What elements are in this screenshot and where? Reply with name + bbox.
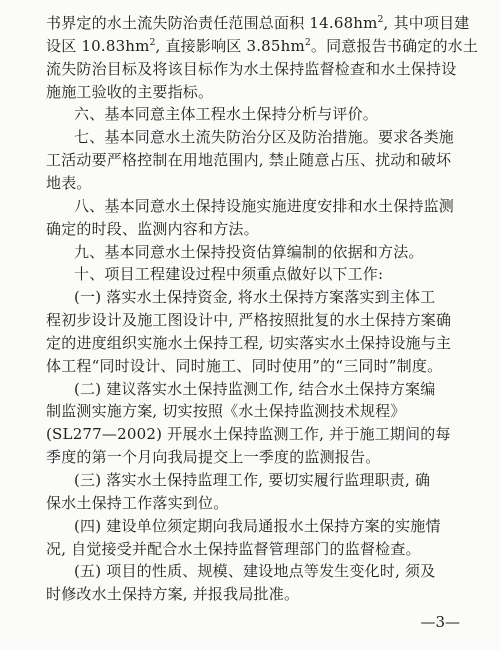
text-line: 七、基本同意水土流失防治分区及防治措施。要求各类施: [74, 128, 455, 147]
text-line: 制监测实施方案, 切实按照《水土保持监测技术规程》: [46, 402, 406, 421]
text-line: 施施工验收的主要指标。: [46, 82, 214, 101]
text-line: 定的进度组织实施水土保持工程, 切实落实水土保持设施与主: [46, 333, 452, 352]
text-line: 保水土保持工作落实到位。: [46, 493, 229, 512]
text-line: 工活动要严格控制在用地范围内, 禁止随意占压、扰动和破坏: [46, 151, 452, 170]
text-line: 六、基本同意主体工程水土保持分析与评价。: [74, 105, 379, 124]
page-number: —3—: [420, 613, 460, 631]
text-line: 程初步设计及施工图设计中, 严格按照批复的水土保持方案确: [46, 311, 452, 330]
text-line: 十、项目工程建设过程中须重点做好以下工作:: [74, 265, 384, 284]
text-line: (四) 建设单位须定期向我局通报水土保持方案的实施情: [74, 516, 441, 535]
text-line: 时修改水土保持方案, 并报我局批准。: [46, 585, 300, 604]
text-line: 况, 自觉接受并配合水土保持监督管理部门的监督检查。: [46, 539, 421, 558]
text-line: 八、基本同意水土保持设施实施进度安排和水土保持监测: [74, 196, 455, 215]
text-line: (三) 落实水土保持监理工作, 要切实履行监理职责, 确: [74, 471, 431, 489]
text-line: 设区 $10.83hm^2$, 直接影响区 $3.85hm^2$。同意报告书确定的水土: [46, 36, 479, 55]
text-line: 流失防治目标及将该目标作为水土保持监督检查和水土保持设: [46, 59, 457, 78]
text-line: 九、基本同意水土保持投资估算编制的依据和方法。: [74, 242, 424, 261]
text-line: (一) 落实水土保持资金, 将水土保持方案落实到主体工: [74, 288, 436, 307]
text-line: (二) 建议落实水土保持监测工作, 结合水土保持方案编: [74, 379, 436, 398]
text-line: 体工程“同时设计、同时施工、同时使用”的“三同时”制度。: [46, 356, 443, 375]
text-line: 书界定的水土流失防治责任范围总面积 $14.68hm^2$, 其中项目建: [46, 14, 470, 32]
text-line: 地表。: [46, 173, 92, 192]
text-line: 季度的第一个月向我局提交上一季度的监测报告。: [46, 448, 381, 467]
text-line: (SL277—2002) 开展水土保持监测工作, 并于施工期间的每: [46, 425, 451, 444]
text-line: 确定的时段、监测内容和方法。: [46, 219, 259, 238]
text-line: (五) 项目的性质、规模、建设地点等发生变化时, 须及: [74, 562, 436, 581]
